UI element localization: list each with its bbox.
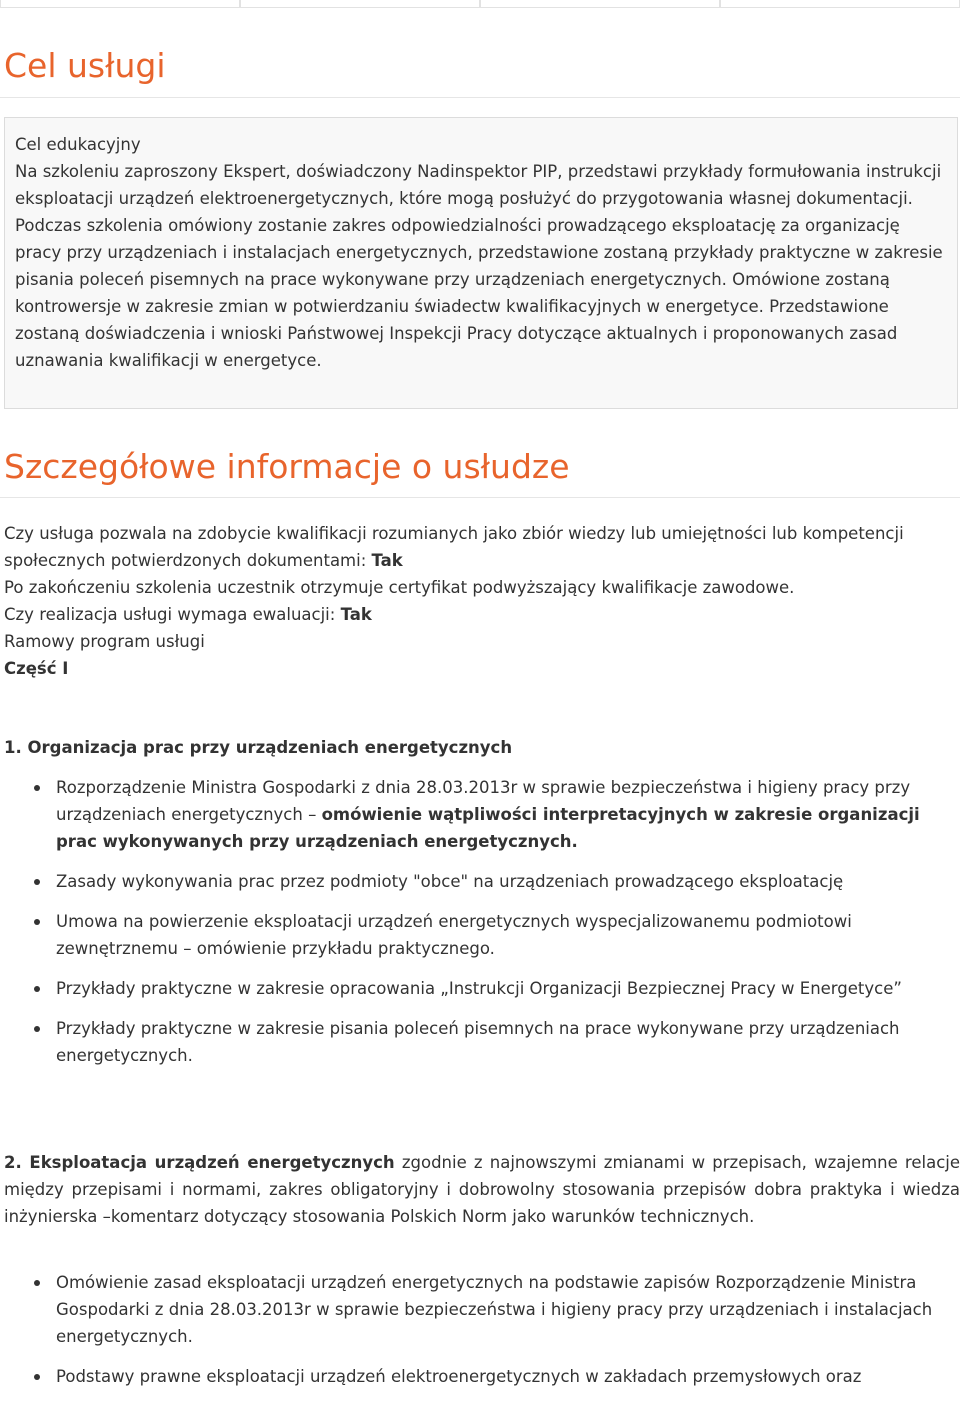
- top-cell: [720, 0, 960, 8]
- top-cell: [240, 0, 480, 8]
- program-label: Ramowy program usługi: [4, 632, 205, 651]
- goal-box: [4, 117, 958, 409]
- list-item: Przykłady praktyczne w zakresie pisania poleceń pisemnych na prace wykonywane przy urządzeniach energetycznych.: [4, 1015, 960, 1069]
- list-item: Rozporządzenie Ministra Gospodarki z dnia 28.03.2013r w sprawie bezpieczeństwa i higieny pracy przy urządzeniach energetycznych – omówienie wątpliwości interpretacyjnych w zakresie organizacji prac wykonywanych przy urządzeniach energetycznych.: [4, 774, 960, 855]
- bullet-icon: [34, 1374, 40, 1380]
- list-item: Podstawy prawne eksploatacji urządzeń elektroenergetycznych w zakładach przemysłowych oraz: [4, 1363, 960, 1390]
- bullet-icon: [34, 785, 40, 791]
- bullet-icon: [34, 1280, 40, 1286]
- bullet-icon: [34, 986, 40, 992]
- part-label: Część I: [4, 659, 69, 678]
- evaluation-answer: Tak: [340, 605, 372, 624]
- top-cell: [0, 0, 240, 8]
- section-title-details: Szczegółowe informacje o usłudze: [4, 447, 570, 486]
- bullet-icon: [34, 879, 40, 885]
- list-item: Zasady wykonywania prac przez podmioty "obce" na urządzeniach prowadzącego eksploatację: [4, 868, 960, 895]
- goal-heading: Cel edukacyjny: [15, 135, 141, 154]
- goal-description: Na szkoleniu zaproszony Ekspert, doświadczony Nadinspektor PIP, przedstawi przykłady formułowania instrukcji eksploatacji urządzeń elektroenergetycznych, które mogą posłużyć do przygotowania własnej dokumentacji. Podczas szkolenia omówiony zostanie zakres odpowiedzialności prowadzącego eksploatację za organizację pracy przy urządzeniach i instalacjach energetycznych, przedstawione zostaną przykłady praktyczne w zakresie pisania poleceń pisemnych na prace wykonywane przy urządzeniach energetycznych. Omówione zostaną kontrowersje w zakresie zmian w potwierdzaniu świadectw kwalifikacyjnych w energetyce. Przedstawione zostaną doświadczenia i wnioski Państwowej Inspekcji Pracy dotyczące aktualnych i proponowanych zasad uznawania kwalifikacji w energetyce.: [15, 162, 943, 370]
- top-cell: [480, 0, 720, 8]
- certificate-info: Po zakończeniu szkolenia uczestnik otrzymuje certyfikat podwyższający kwalifikacje zawodowe.: [4, 578, 795, 597]
- program-item-2-heading: 2. Eksploatacja urządzeń energetycznych: [4, 1153, 395, 1172]
- list-item: Przykłady praktyczne w zakresie opracowania „Instrukcji Organizacji Bezpiecznej Pracy w Energetyce”: [4, 975, 960, 1002]
- list-item: Omówienie zasad eksploatacji urządzeń energetycznych na podstawie zapisów Rozporządzenie Ministra Gospodarki z dnia 28.03.2013r w sprawie bezpieczeństwa i higieny pracy przy urządzeniach i instalacjach energetycznych.: [4, 1269, 960, 1350]
- evaluation-question: Czy realizacja usługi wymaga ewaluacji: Tak: [4, 605, 372, 624]
- details-block: [4, 520, 960, 682]
- top-table-remnant: [0, 0, 960, 8]
- section-divider: [0, 97, 960, 98]
- bullet-icon: [34, 919, 40, 925]
- qualification-question: Czy usługa pozwala na zdobycie kwalifikacji rozumianych jako zbiór wiedzy lub umiejętności lub kompetencji społecznych potwierdzonych dokumentami: Tak: [4, 524, 904, 570]
- program-item-2-list: [4, 1269, 960, 1403]
- program-item-1-list: [4, 774, 960, 1082]
- section-title-cel-uslugi: Cel usługi: [4, 46, 166, 85]
- qualification-answer: Tak: [371, 551, 403, 570]
- bullet-icon: [34, 1026, 40, 1032]
- program-item-1-heading: 1. Organizacja prac przy urządzeniach energetycznych: [4, 738, 513, 757]
- list-item: Umowa na powierzenie eksploatacji urządzeń energetycznych wyspecjalizowanemu podmiotowi zewnętrznemu – omówienie przykładu praktycznego.: [4, 908, 960, 962]
- section-divider: [0, 497, 960, 498]
- program-item-2-paragraph: 2. Eksploatacja urządzeń energetycznych zgodnie z najnowszymi zmianami w przepisach, wzajemne relacje między przepisami i normami, zakres obligatoryjny i dobrowolny stosowania przepisów dobra praktyka i wiedza inżynierska –komentarz dotyczący stosowania Polskich Norm jako warunków technicznych.: [4, 1153, 960, 1226]
